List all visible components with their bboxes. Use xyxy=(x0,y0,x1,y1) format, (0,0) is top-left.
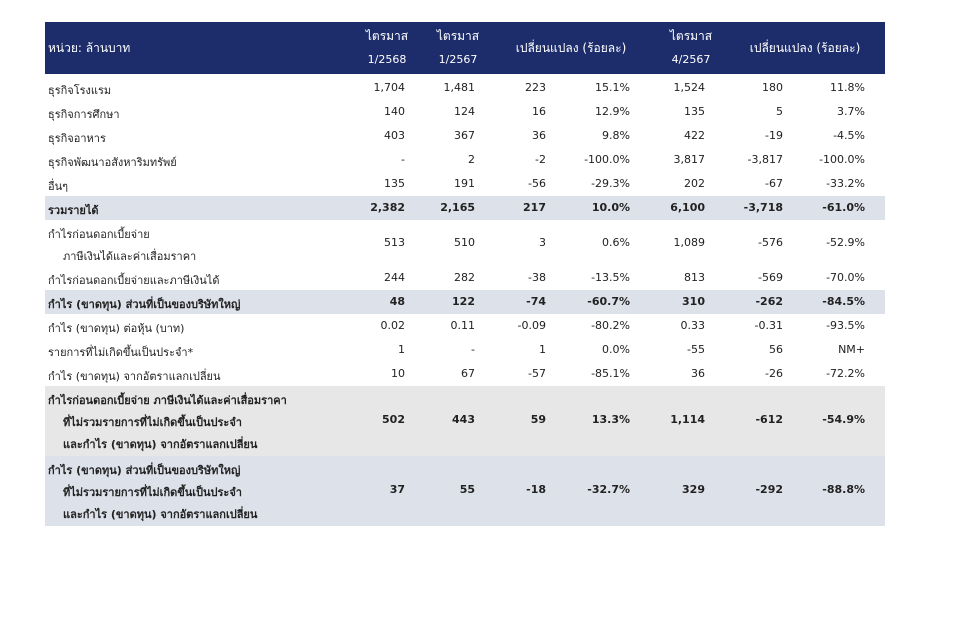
cell-value: 403 xyxy=(384,129,405,142)
table-row xyxy=(45,266,885,290)
cell-value: 513 xyxy=(384,236,405,249)
cell-value: 55 xyxy=(459,483,475,496)
row-label: ธุรกิจอาหาร xyxy=(48,132,106,145)
cell-value: 1 xyxy=(398,343,405,356)
cell-value: -4.5% xyxy=(833,129,865,142)
adjusted-ebitda-row xyxy=(45,386,885,456)
total-revenue-row xyxy=(45,196,885,220)
row-label-line: และกำไร (ขาดทุน) จากอัตราแลกเปลี่ยน xyxy=(63,508,258,521)
change-header-2: เปลี่ยนแปลง (ร้อยละ) xyxy=(749,41,861,55)
cell-value: -84.5% xyxy=(822,295,865,308)
net-profit-row xyxy=(45,290,885,314)
col2-title: ไตรมาส xyxy=(436,29,480,43)
cell-value: -262 xyxy=(755,295,783,308)
cell-value: 2,165 xyxy=(440,201,475,214)
cell-value: -18 xyxy=(526,483,546,496)
cell-value: 1,481 xyxy=(443,81,475,94)
table-row xyxy=(45,338,885,362)
cell-value: 502 xyxy=(382,413,405,426)
table-row xyxy=(45,76,885,100)
cell-value: 3.7% xyxy=(837,105,865,118)
row-label: ธุรกิจการศึกษา xyxy=(48,108,120,121)
cell-value: -74 xyxy=(526,295,546,308)
cell-value: 202 xyxy=(684,177,705,190)
cell-value: -13.5% xyxy=(591,271,630,284)
cell-value: 244 xyxy=(384,271,405,284)
table-row xyxy=(45,148,885,172)
cell-value: 813 xyxy=(684,271,705,284)
cell-value: -100.0% xyxy=(819,153,865,166)
cell-value: 36 xyxy=(532,129,546,142)
col2-period: 1/2567 xyxy=(438,53,478,66)
cell-value: 10 xyxy=(391,367,405,380)
cell-value: -29.3% xyxy=(591,177,630,190)
cell-value: 140 xyxy=(384,105,405,118)
cell-value: 367 xyxy=(454,129,475,142)
cell-value: 0.6% xyxy=(602,236,630,249)
cell-value: -0.09 xyxy=(517,319,546,332)
cell-value: -569 xyxy=(758,271,783,284)
col3-period: 4/2567 xyxy=(671,53,711,66)
cell-value: 1,114 xyxy=(670,413,705,426)
cell-value: 36 xyxy=(691,367,705,380)
cell-value: 3 xyxy=(539,236,546,249)
cell-value: 422 xyxy=(684,129,705,142)
row-label-line: กำไรก่อนดอกเบี้ยจ่าย ภาษีเงินได้และค่าเสื่อมราคา xyxy=(48,394,287,407)
cell-value: 329 xyxy=(682,483,705,496)
cell-value: -88.8% xyxy=(822,483,865,496)
cell-value: 9.8% xyxy=(602,129,630,142)
unit-label: หน่วย: ล้านบาท xyxy=(48,41,131,55)
cell-value: -61.0% xyxy=(822,201,865,214)
cell-value: 223 xyxy=(525,81,546,94)
cell-value: 59 xyxy=(530,413,546,426)
table-row xyxy=(45,314,885,338)
adjusted-net-profit-row xyxy=(45,456,885,526)
row-label: ธุรกิจพัฒนาอสังหาริมทรัพย์ xyxy=(48,156,177,169)
cell-value: -26 xyxy=(765,367,783,380)
cell-value: 443 xyxy=(452,413,475,426)
row-label: รวมรายได้ xyxy=(48,204,99,217)
cell-value: - xyxy=(401,153,405,166)
cell-value: 0.11 xyxy=(450,319,475,332)
cell-value: 56 xyxy=(769,343,783,356)
cell-value: -100.0% xyxy=(584,153,630,166)
row-label-line: ภาษีเงินได้และค่าเสื่อมราคา xyxy=(63,250,197,263)
cell-value: 2,382 xyxy=(370,201,405,214)
cell-value: -33.2% xyxy=(826,177,865,190)
cell-value: -80.2% xyxy=(591,319,630,332)
cell-value: 191 xyxy=(454,177,475,190)
cell-value: -292 xyxy=(755,483,783,496)
cell-value: -2 xyxy=(535,153,546,166)
row-label: กำไรก่อนดอกเบี้ยจ่ายและภาษีเงินได้ xyxy=(48,274,220,287)
cell-value: 15.1% xyxy=(595,81,630,94)
cell-value: -38 xyxy=(528,271,546,284)
row-label-line: ที่ไม่รวมรายการที่ไม่เกิดขึ้นเป็นประจำ xyxy=(63,416,242,429)
row-label xyxy=(48,225,196,269)
cell-value: -0.31 xyxy=(754,319,783,332)
row-label-line: กำไรก่อนดอกเบี้ยจ่าย xyxy=(48,228,150,241)
cell-value: 37 xyxy=(389,483,405,496)
row-label: อื่นๆ xyxy=(48,180,69,193)
col1-title: ไตรมาส xyxy=(365,29,409,43)
table-row xyxy=(45,172,885,196)
cell-value: -57 xyxy=(528,367,546,380)
cell-value: 1,089 xyxy=(673,236,705,249)
cell-value: 10.0% xyxy=(591,201,630,214)
col3-title: ไตรมาส xyxy=(669,29,713,43)
cell-value: 135 xyxy=(684,105,705,118)
cell-value: -93.5% xyxy=(826,319,865,332)
table-row xyxy=(45,124,885,148)
row-label xyxy=(48,461,257,527)
cell-value: -3,817 xyxy=(747,153,783,166)
cell-value: 510 xyxy=(454,236,475,249)
row-label: กำไร (ขาดทุน) ต่อหุ้น (บาท) xyxy=(48,322,185,335)
row-label-line: และกำไร (ขาดทุน) จากอัตราแลกเปลี่ยน xyxy=(63,438,258,451)
row-label xyxy=(48,391,287,457)
cell-value: -54.9% xyxy=(822,413,865,426)
cell-value: -3,718 xyxy=(743,201,783,214)
table-row xyxy=(45,100,885,124)
cell-value: -576 xyxy=(758,236,783,249)
row-label-line: ที่ไม่รวมรายการที่ไม่เกิดขึ้นเป็นประจำ xyxy=(63,486,242,499)
cell-value: -52.9% xyxy=(826,236,865,249)
cell-value: 0.33 xyxy=(680,319,705,332)
cell-value: 13.3% xyxy=(591,413,630,426)
cell-value: 217 xyxy=(523,201,546,214)
table-header xyxy=(45,22,885,74)
cell-value: 1,704 xyxy=(373,81,405,94)
cell-value: 48 xyxy=(389,295,405,308)
cell-value: 1,524 xyxy=(673,81,705,94)
cell-value: 122 xyxy=(452,295,475,308)
cell-value: -612 xyxy=(755,413,783,426)
cell-value: NM+ xyxy=(838,343,865,356)
cell-value: -19 xyxy=(765,129,783,142)
cell-value: 2 xyxy=(468,153,475,166)
row-label: กำไร (ขาดทุน) จากอัตราแลกเปลี่ยน xyxy=(48,370,221,383)
cell-value: 0.0% xyxy=(602,343,630,356)
cell-value: - xyxy=(471,343,475,356)
cell-value: 3,817 xyxy=(673,153,705,166)
cell-value: -67 xyxy=(765,177,783,190)
row-label: กำไร (ขาดทุน) ส่วนที่เป็นของบริษัทใหญ่ xyxy=(48,298,241,311)
row-label: ธุรกิจโรงแรม xyxy=(48,84,112,97)
cell-value: -56 xyxy=(528,177,546,190)
table-row xyxy=(45,220,885,266)
cell-value: 0.02 xyxy=(380,319,405,332)
cell-value: -70.0% xyxy=(826,271,865,284)
cell-value: 6,100 xyxy=(670,201,705,214)
cell-value: -60.7% xyxy=(587,295,630,308)
table-row xyxy=(45,362,885,386)
cell-value: 180 xyxy=(762,81,783,94)
cell-value: 1 xyxy=(539,343,546,356)
cell-value: -32.7% xyxy=(587,483,630,496)
cell-value: 16 xyxy=(532,105,546,118)
cell-value: 67 xyxy=(461,367,475,380)
financial-summary-table xyxy=(45,22,885,526)
cell-value: 12.9% xyxy=(595,105,630,118)
cell-value: 11.8% xyxy=(830,81,865,94)
cell-value: 282 xyxy=(454,271,475,284)
change-header-1: เปลี่ยนแปลง (ร้อยละ) xyxy=(515,41,627,55)
cell-value: -85.1% xyxy=(591,367,630,380)
row-label-line: กำไร (ขาดทุน) ส่วนที่เป็นของบริษัทใหญ่ xyxy=(48,464,241,477)
row-label: รายการที่ไม่เกิดขึ้นเป็นประจำ* xyxy=(48,346,194,359)
cell-value: 5 xyxy=(776,105,783,118)
col1-period: 1/2568 xyxy=(367,53,407,66)
cell-value: -72.2% xyxy=(826,367,865,380)
cell-value: 135 xyxy=(384,177,405,190)
cell-value: -55 xyxy=(687,343,705,356)
cell-value: 310 xyxy=(682,295,705,308)
cell-value: 124 xyxy=(454,105,475,118)
